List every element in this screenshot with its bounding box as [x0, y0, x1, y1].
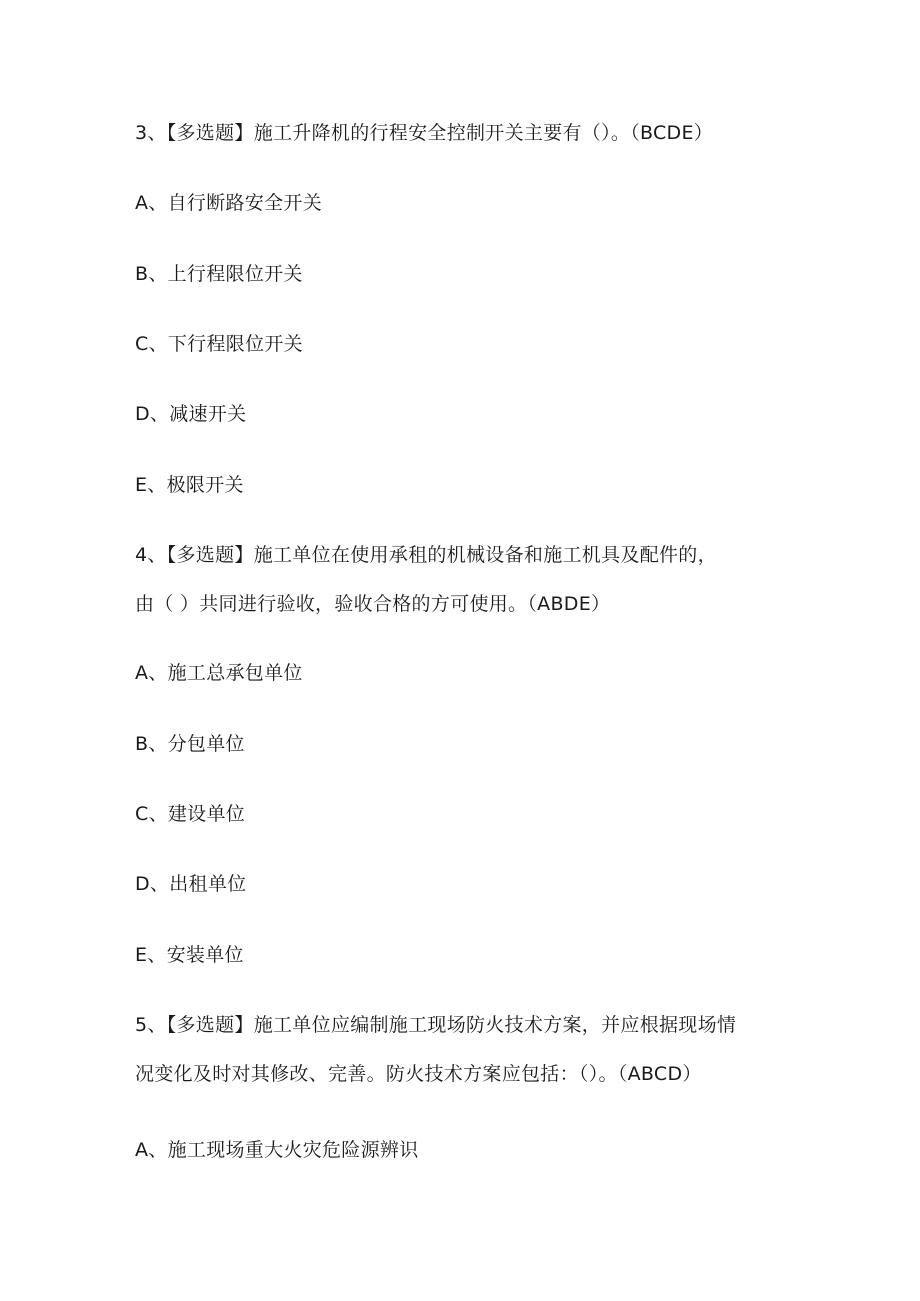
question-3-option-a: A、自行断路安全开关 — [135, 192, 322, 214]
question-5-stem-line-2: 况变化及时对其修改、完善。防火技术方案应包括：（）。（ABCD） — [135, 1063, 702, 1085]
question-3-stem: 3、【多选题】施工升降机的行程安全控制开关主要有（）。（BCDE） — [135, 122, 714, 144]
question-4-option-c: C、建设单位 — [135, 803, 246, 825]
question-3-option-d: D、减速开关 — [135, 403, 247, 425]
question-5-option-a: A、施工现场重大火灾危险源辨识 — [135, 1139, 419, 1161]
question-4-stem-line-1: 4、【多选题】施工单位在使用承租的机械设备和施工机具及配件的， — [135, 544, 717, 566]
question-3-option-c: C、下行程限位开关 — [135, 333, 303, 355]
question-4-option-b: B、分包单位 — [135, 733, 245, 755]
question-4-option-e: E、安装单位 — [135, 944, 244, 966]
question-3-option-e: E、极限开关 — [135, 474, 244, 496]
question-4-option-a: A、施工总承包单位 — [135, 662, 303, 684]
question-4-stem-line-2: 由（ ）共同进行验收，验收合格的方可使用。（ABDE） — [135, 593, 611, 615]
question-4-option-d: D、出租单位 — [135, 873, 247, 895]
question-5-stem-line-1: 5、【多选题】施工单位应编制施工现场防火技术方案，并应根据现场情 — [135, 1014, 737, 1036]
question-3-option-b: B、上行程限位开关 — [135, 263, 303, 285]
